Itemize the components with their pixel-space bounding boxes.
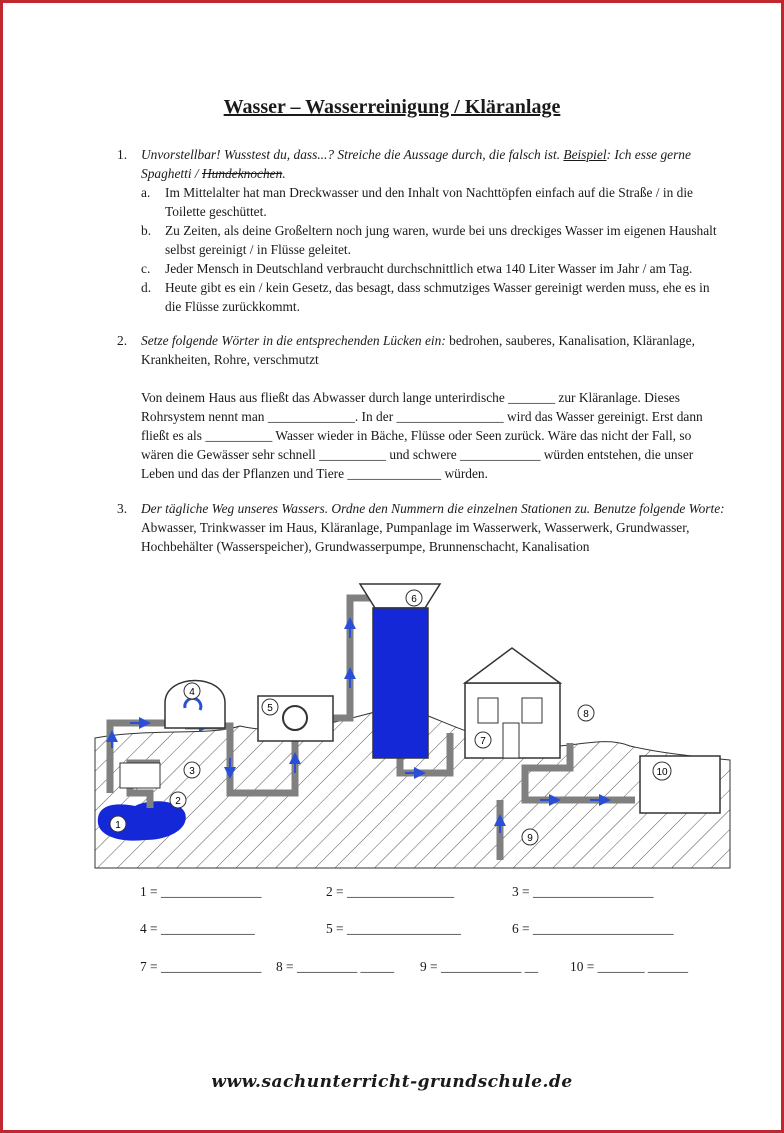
task-1-instruction: Unvorstellbar! Wusstest du, dass...? Streiche die Aussage durch, die falsch ist. Beispiel: Ich esse gerne Spaghetti / Hundeknochen. [141,147,691,181]
label-4: 4 [189,687,195,698]
answer-8[interactable]: 8 = _________ _____ [276,959,395,974]
struck-word: Hundeknochen [202,166,283,181]
task-number: 3. [117,501,128,516]
word-bank: Abwasser, Trinkwasser im Haus, Kläranlage, Pumpanlage im Wasserwerk, Wasserwerk, Grundwasser, Hochbehälter (Wasserspeicher), Grundwasserpumpe, Brunnenschacht, Kanalisation [141,520,690,554]
example-label: Beispiel [563,147,607,162]
word-bank: bedrohen, sauberes, Kanalisation, Kläranlage, Krankheiten, Rohre, verschmutzt [141,333,695,367]
label-5: 5 [267,703,273,714]
water-tower [373,608,428,758]
tower-funnel [360,584,440,608]
house-window [478,698,498,723]
label-10: 10 [656,767,668,778]
task-3-instruction: Der tägliche Weg unseres Wassers. Ordne den Nummern die einzelnen Stationen zu. Benutze folgende Worte: [141,501,725,516]
answer-9[interactable]: 9 = ____________ __ [420,959,539,974]
task-2-instruction: Setze folgende Wörter in die entsprechenden Lücken ein: bedrohen, sauberes, Kanalisation, Kläranlage, Krankheiten, Rohre, verschmutzt [141,333,695,367]
label-2: 2 [175,796,181,807]
treatment-plant [640,756,720,813]
answer-3[interactable]: 3 = __________________ [512,884,654,899]
statement-item[interactable]: c. Jeder Mensch in Deutschland verbraucht durchschnittlich etwa 140 Liter Wasser im Jahr / am Tag. [141,261,693,276]
task-2 [117,331,727,483]
label-6: 6 [411,594,417,605]
page-title: Wasser – Wasserreinigung / Kläranlage [223,96,561,118]
task-1 [117,145,727,316]
well-shaft [120,763,160,788]
house-roof [465,648,560,683]
water-cycle-diagram [90,578,740,878]
label-3: 3 [189,766,195,777]
task-number: 1. [117,147,128,162]
label-7: 7 [480,736,486,747]
cloze-paragraph[interactable]: Von deinem Haus aus fließt das Abwasser durch lange unterirdische _______ zur Kläranlage. Dieses Rohrsystem nennt man _____________. In der ________________ wird das Wasser gereinigt. Erst dann fließt es als __________ Wasser wieder in Bäche, Flüsse oder Seen zurück. Wäre das nicht der Fall, so wären die Gewässer sehr schnell __________ und schwere ____________ würden entstehen, die unser Leben und das der Pflanzen und Tiere ______________ würden. [141,390,703,481]
answer-5[interactable]: 5 = _________________ [326,921,461,936]
house-window [522,698,542,723]
answer-6[interactable]: 6 = _____________________ [512,921,674,936]
task-3 [117,499,727,556]
statement-item[interactable]: a. Im Mittelalter hat man Dreckwasser und den Inhalt von Nachttöpfen einfach auf die Straße / in die Toilette geschüttet. [141,185,694,219]
label-1: 1 [115,820,121,831]
house-door [503,723,519,758]
fan-icon [283,706,307,730]
task-number: 2. [117,333,128,348]
statement-item[interactable]: d. Heute gibt es ein / kein Gesetz, das besagt, dass schmutziges Wasser gereinigt werden muss, ehe es in die Flüsse zurückkommt. [141,280,710,314]
answer-1[interactable]: 1 = _______________ [140,884,262,899]
answer-4[interactable]: 4 = ______________ [140,921,255,936]
answer-7[interactable]: 7 = _______________ [140,959,262,974]
footer-url[interactable]: www.sachunterricht-grundschule.de [211,1072,573,1092]
answer-10[interactable]: 10 = _______ ______ [570,959,689,974]
label-8: 8 [583,709,589,720]
statement-item[interactable]: b. Zu Zeiten, als deine Großeltern noch jung waren, wurde bei uns dreckiges Wasser im eigenen Haushalt selbst gereinigt / in Flüsse geleitet. [141,223,717,257]
label-9: 9 [527,833,533,844]
answer-2[interactable]: 2 = ________________ [326,884,455,899]
statement-list [141,183,727,316]
